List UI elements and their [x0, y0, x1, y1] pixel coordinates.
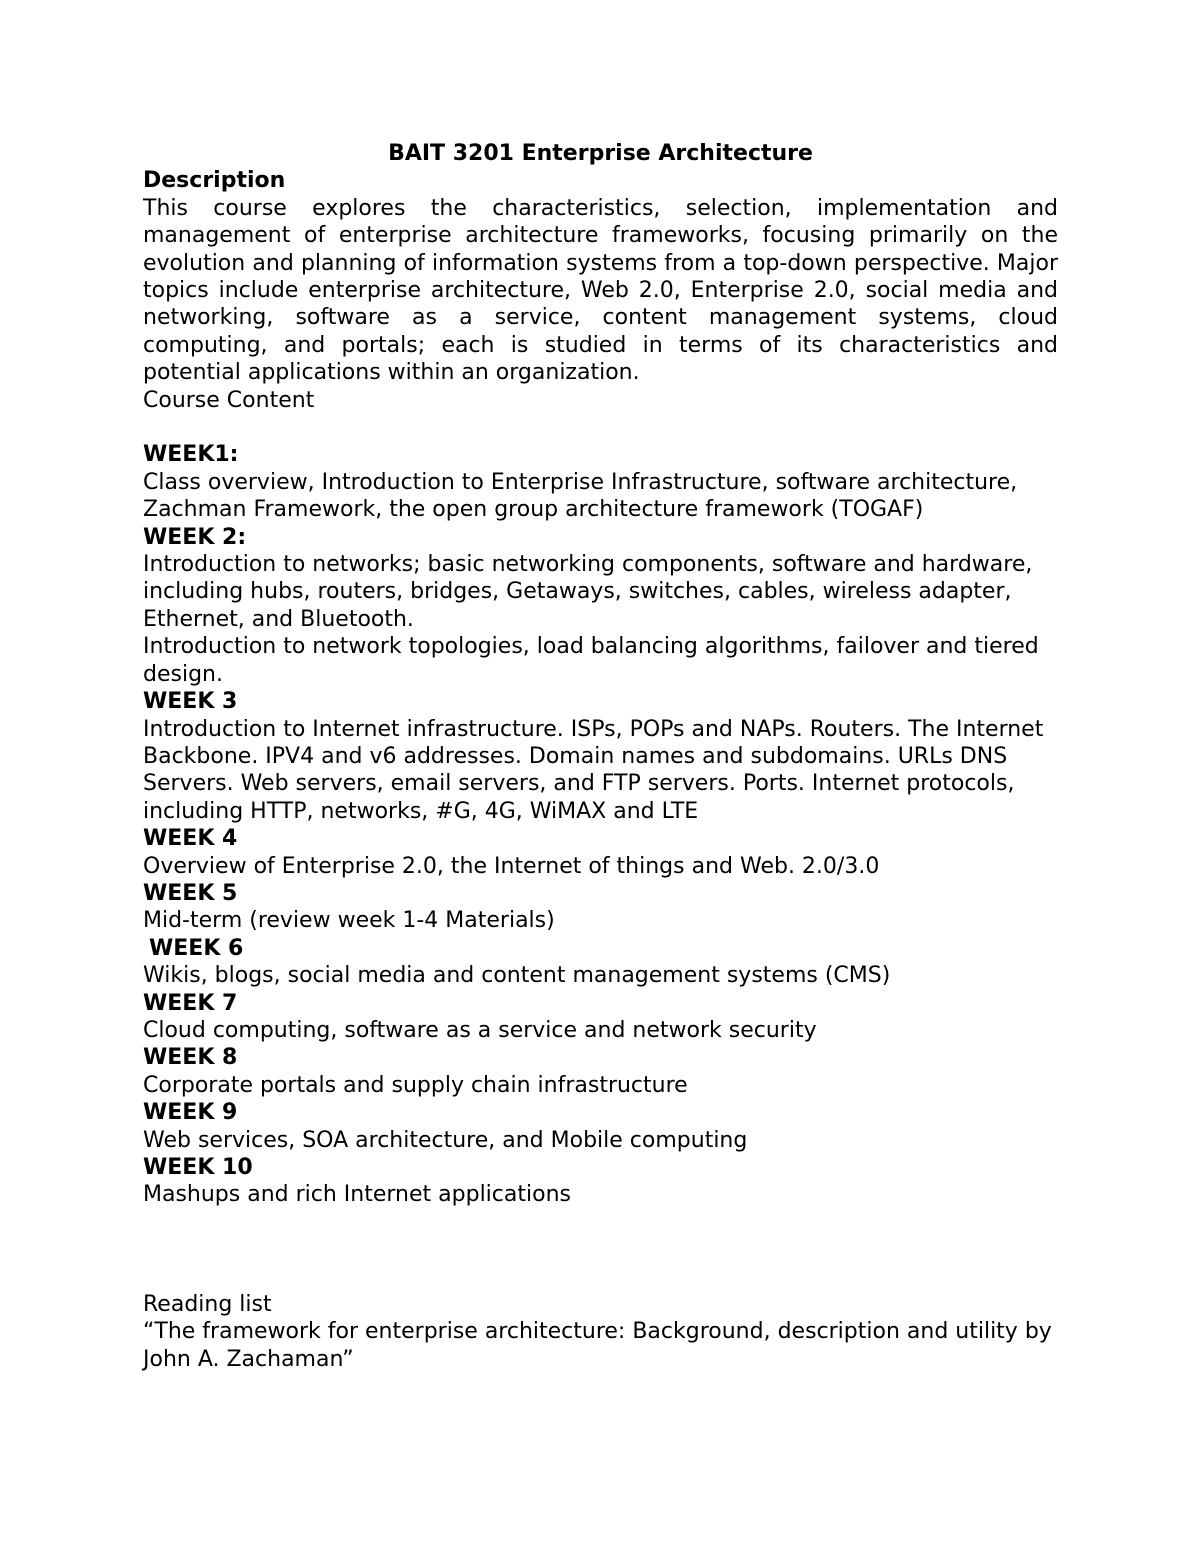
- week-label: WEEK 5: [143, 880, 238, 906]
- week-section: [143, 935, 1058, 990]
- document-page: [143, 140, 1058, 1373]
- document-title: BAIT 3201 Enterprise Architecture: [388, 141, 813, 166]
- week-content: Introduction to Internet infrastructure. ISPs, POPs and NAPs. Routers. The Internet Backbone. IPV4 and v6 addresses. Domain names and subdomains. URLs DNS Servers. Web servers, email servers, and FTP servers. Ports. Internet protocols, including HTTP, networks, #G, 4G, WiMAX and LTE: [143, 716, 1044, 824]
- week-section: [143, 825, 1058, 880]
- week-content: Overview of Enterprise 2.0, the Internet of things and Web. 2.0/3.0: [143, 853, 880, 879]
- week-content: Corporate portals and supply chain infrastructure: [143, 1072, 688, 1098]
- week-section: [143, 1099, 1058, 1154]
- week-section: [143, 688, 1058, 825]
- description-heading: Description: [143, 168, 286, 194]
- week-content: Web services, SOA architecture, and Mobile computing: [143, 1127, 748, 1153]
- blank-lines: [143, 1209, 1058, 1291]
- week-content: Cloud computing, software as a service and network security: [143, 1017, 817, 1043]
- week-section: [143, 441, 1058, 523]
- week-label: WEEK 2:: [143, 524, 247, 550]
- week-content: Introduction to networks; basic networking components, software and hardware, including hubs, routers, bridges, Getaways, switches, cables, wireless adapter, Ethernet, and Bluetooth.: [143, 552, 1033, 632]
- week-content: Wikis, blogs, social media and content management systems (CMS): [143, 963, 891, 989]
- week-section: [143, 880, 1058, 935]
- reading-list-item: “The framework for enterprise architecture: Background, description and utility by John A. Zachaman”: [143, 1319, 1052, 1372]
- week-section: [143, 1044, 1058, 1099]
- blank-line: [143, 414, 1058, 441]
- week-label: WEEK 9: [143, 1100, 238, 1126]
- week-content: Class overview, Introduction to Enterprise Infrastructure, software architecture, Zachman Framework, the open group architecture framework (TOGAF): [143, 469, 1018, 523]
- week-content: Mashups and rich Internet applications: [143, 1182, 571, 1208]
- week-label: WEEK 7: [143, 990, 238, 1016]
- week-label: WEEK 3: [143, 689, 238, 715]
- week-label: WEEK 6: [149, 935, 244, 961]
- week-content: Mid-term (review week 1-4 Materials): [143, 908, 555, 934]
- week-label: WEEK 10: [143, 1155, 253, 1181]
- week-section: [143, 1154, 1058, 1209]
- week-label: WEEK 8: [143, 1045, 238, 1071]
- description-text: This course explores the characteristics, selection, implementation and management of enterprise architecture frameworks, focusing primarily on the evolution and planning of information systems from a top-down perspective. Major topics include enterprise architecture, Web 2.0, Enterprise 2.0, social media and networking, software as a service, content management systems, cloud computing, and portals; each is studied in terms of its characteristics and potential applications within an organization.: [143, 195, 1058, 386]
- course-content-label: Course Content: [143, 387, 315, 413]
- reading-list-label: Reading list: [143, 1291, 272, 1317]
- week-label: WEEK 4: [143, 826, 238, 852]
- week-section: [143, 990, 1058, 1045]
- week-label: WEEK1:: [143, 442, 239, 468]
- week-section: [143, 524, 1058, 688]
- week-content: Introduction to network topologies, load balancing algorithms, failover and tiered design.: [143, 634, 1039, 687]
